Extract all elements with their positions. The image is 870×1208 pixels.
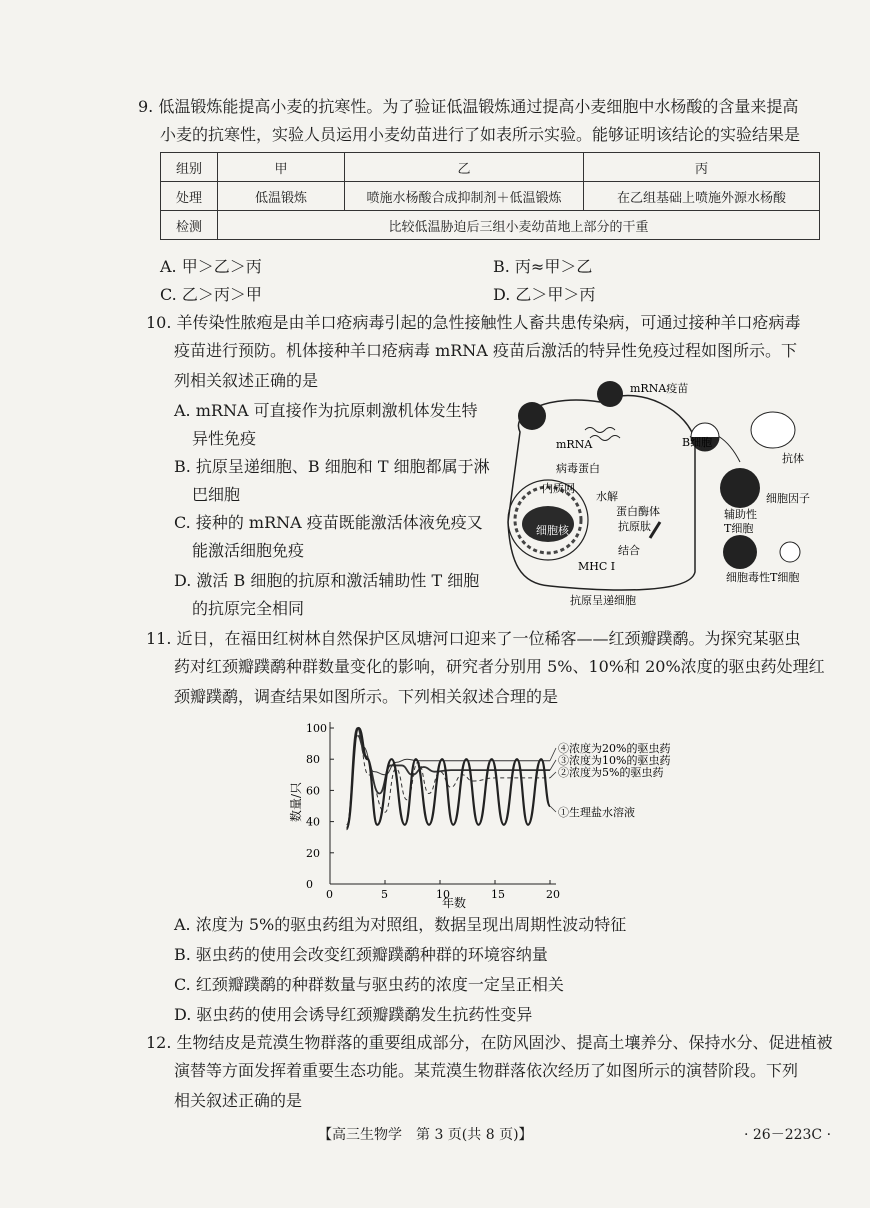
label-mhc: MHC Ⅰ	[578, 560, 616, 573]
label-hydrolysis: 水解	[596, 490, 618, 503]
y-tick-label: 60	[306, 784, 320, 798]
table-cell: 在乙组基础上喷施外源水杨酸	[584, 182, 820, 211]
mrna-strand	[585, 428, 615, 433]
x-axis-label: 年数	[442, 896, 467, 910]
label-er: 内质网	[542, 482, 575, 495]
label-cytokine: 细胞因子	[766, 492, 810, 505]
q10-option-c-line1: C. 接种的 mRNA 疫苗既能激活体液免疫又	[174, 513, 483, 532]
q12-stem-line1: 12. 生物结皮是荒漠生物群落的重要组成部分，在防风固沙、提高土壤养分、保持水分、促进植被	[146, 1033, 833, 1052]
series-line	[347, 736, 551, 825]
series-line	[347, 728, 551, 829]
q9-table	[160, 152, 820, 240]
series-line	[347, 728, 551, 828]
q11-stem-line2: 药对红颈瓣蹼鹬种群数量变化的影响，研究者分别用 5%、10%和 20%浓度的驱虫药处理红	[174, 657, 825, 676]
y-tick-label: 80	[306, 753, 320, 767]
table-row	[161, 182, 820, 211]
q10-stem-line1: 10. 羊传染性脓疱是由羊口疮病毒引起的急性接触性人畜共患传染病，可通过接种羊口疮病毒	[146, 313, 801, 332]
label-peptide: 抗原肽	[618, 520, 651, 533]
y-axis-label: 数量/只	[289, 781, 303, 822]
q10-option-d-line2: 的抗原完全相同	[192, 599, 305, 618]
x-tick-label: 15	[491, 888, 505, 901]
q9-option-a: A. 甲＞乙＞丙	[160, 257, 262, 276]
legend-label: ①生理盐水溶液	[558, 806, 635, 819]
q10-stem-line2: 疫苗进行预防。机体接种羊口疮病毒 mRNA 疫苗后激活的特异性免疫过程如图所示。下	[174, 341, 797, 360]
q9-option-d: D. 乙＞甲＞丙	[493, 285, 596, 304]
q9-option-b: B. 丙≈甲＞乙	[493, 257, 593, 276]
q10-option-b-line2: 巴细胞	[192, 485, 241, 504]
q11-option-b: B. 驱虫药的使用会改变红颈瓣蹼鹬种群的环境容纳量	[174, 945, 548, 964]
table-cell: 丙	[584, 153, 820, 182]
x-tick-label: 20	[546, 888, 560, 901]
label-helper-1: 辅助性	[724, 508, 757, 521]
label-antibody: 抗体	[782, 452, 804, 465]
label-nucleus: 细胞核	[536, 524, 569, 537]
table-cell: 甲	[218, 153, 345, 182]
plasma-cell	[751, 412, 795, 448]
table-cell: 比较低温胁迫后三组小麦幼苗地上部分的干重	[218, 211, 820, 240]
table-row	[161, 153, 820, 182]
mhc-peptide-complex	[650, 522, 660, 538]
legend-leader	[550, 806, 556, 812]
label-apc: 抗原呈递细胞	[570, 594, 636, 607]
x-tick-label: 0	[326, 888, 333, 901]
q10-option-d-line1: D. 激活 B 细胞的抗原和激活辅助性 T 细胞	[174, 571, 480, 590]
q10-option-c-line2: 能激活细胞免疫	[192, 541, 305, 560]
legend-label: ④浓度为20%的驱虫药	[558, 742, 671, 755]
legend-leader	[550, 760, 556, 770]
table-cell: 检测	[161, 211, 218, 240]
table-cell: 处理	[161, 182, 218, 211]
x-tick-label: 10	[436, 888, 450, 901]
table-cell: 组别	[161, 153, 218, 182]
q10-option-a-line2: 异性免疫	[192, 429, 257, 448]
q9-stem-line1: 9. 低温锻炼能提高小麦的抗寒性。为了验证低温锻炼通过提高小麦细胞中水杨酸的含量来提高	[138, 97, 799, 116]
vaccine-particle	[597, 381, 623, 407]
chart-legend	[550, 741, 670, 819]
table-cell: 乙	[345, 153, 584, 182]
effector-t-cell	[780, 542, 800, 562]
legend-leader	[550, 772, 556, 778]
y-tick-label: 20	[306, 846, 320, 860]
label-vaccine: mRNA疫苗	[630, 382, 689, 395]
label-viral-protein: 病毒蛋白	[556, 462, 600, 475]
vaccine-particle	[518, 402, 546, 430]
footer-page-info: 【高三生物学 第 3 页(共 8 页)】	[318, 1127, 533, 1143]
q11-option-d: D. 驱虫药的使用会诱导红颈瓣蹼鹬发生抗药性变异	[174, 1005, 533, 1024]
q10-option-a-line1: A. mRNA 可直接作为抗原刺激机体发生特	[174, 401, 478, 420]
q9-stem-line2: 小麦的抗寒性，实验人员运用小麦幼苗进行了如表所示实验。能够证明该结论的实验结果是	[160, 125, 801, 144]
label-mrna: mRNA	[556, 438, 593, 451]
chart-series	[347, 728, 551, 829]
q10-option-b-line1: B. 抗原呈递细胞、B 细胞和 T 细胞都属于淋	[174, 457, 490, 476]
q11-stem-line1: 11. 近日，在福田红树林自然保护区凤塘河口迎来了一位稀客——红颈瓣蹼鹬。为探究某驱虫	[146, 629, 801, 648]
population-chart	[284, 712, 704, 912]
legend-leader	[550, 748, 556, 761]
mrna-strand	[590, 436, 620, 441]
cytotoxic-t-cell	[723, 535, 757, 569]
q10-stem-line3: 列相关叙述正确的是	[174, 371, 319, 390]
footer-code: · 26－223C ·	[744, 1127, 832, 1143]
label-ctl: 细胞毒性T细胞	[726, 571, 800, 584]
table-cell: 喷施水杨酸合成抑制剂＋低温锻炼	[345, 182, 584, 211]
legend-label: ②浓度为5%的驱虫药	[558, 766, 664, 779]
table-cell: 低温锻炼	[218, 182, 345, 211]
table-row	[161, 211, 820, 240]
q12-stem-line2: 演替等方面发挥着重要生态功能。某荒漠生物群落依次经历了如图所示的演替阶段。下列	[174, 1061, 799, 1080]
y-tick-label: 40	[306, 815, 320, 829]
y-tick-label: 0	[306, 878, 313, 891]
immune-process-diagram	[490, 372, 830, 634]
y-tick-label: 100	[306, 722, 327, 735]
q11-stem-line3: 颈瓣蹼鹬，调查结果如图所示。下列相关叙述合理的是	[174, 687, 559, 706]
label-bind: 结合	[618, 544, 640, 557]
label-protease: 蛋白酶体	[616, 505, 660, 518]
label-helper-2: T细胞	[724, 522, 754, 535]
q12-stem-line3: 相关叙述正确的是	[174, 1091, 303, 1110]
q11-option-c: C. 红颈瓣蹼鹬的种群数量与驱虫药的浓度一定呈正相关	[174, 975, 564, 994]
q9-option-c: C. 乙＞丙＞甲	[160, 285, 262, 304]
q11-option-a: A. 浓度为 5%的驱虫药组为对照组，数据呈现出周期性波动特征	[174, 915, 627, 934]
series-line	[347, 734, 551, 829]
legend-label: ③浓度为10%的驱虫药	[558, 754, 671, 767]
helper-t-cell	[720, 468, 760, 508]
x-tick-label: 5	[381, 888, 388, 901]
label-bcell: B细胞	[682, 436, 713, 449]
